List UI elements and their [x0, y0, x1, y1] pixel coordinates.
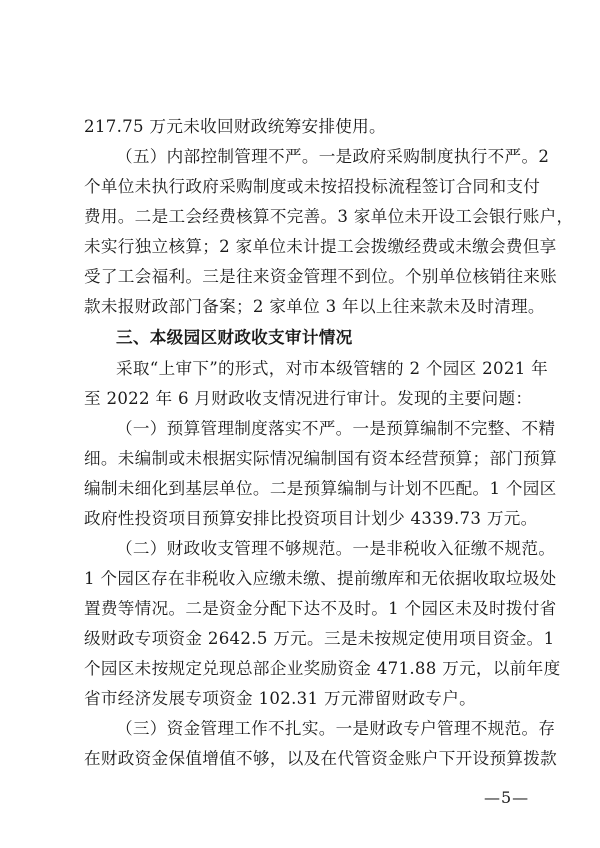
body-text-line: （二）财政收支管理不够规范。一是非税收入征缴不规范。 — [116, 539, 556, 558]
body-text-line: 个单位未执行政府采购制度或未按招投标流程签订合同和支付 — [84, 177, 541, 196]
body-text-line: 采取“上审下”的形式，对市本级管辖的 2 个园区 2021 年 — [116, 359, 549, 378]
body-text-line: 政府性投资项目预算安排比投资项目计划少 4339.73 万元。 — [84, 509, 538, 528]
section-heading: 三、本级园区财政收支审计情况 — [116, 328, 353, 347]
body-text-line: 款未报财政部门备案；2 家单位 3 年以上往来款未及时清理。 — [84, 297, 545, 316]
body-text-line: 受了工会福利。三是往来资金管理不到位。个别单位核销往来账 — [84, 267, 558, 286]
body-text-line: 细。未编制或未根据实际情况编制国有资本经营预算；部门预算 — [84, 449, 558, 468]
body-text-line: （五）内部控制管理不严。一是政府采购制度执行不严。2 — [116, 147, 550, 166]
body-text-line: 置费等情况。二是资金分配下达不及时。1 个园区未及时拨付省 — [84, 599, 557, 618]
body-text-line: 费用。二是工会经费核算不完善。3 家单位未开设工会银行账户， — [84, 207, 574, 226]
body-text-line: 在财政资金保值增值不够，以及在代管资金账户下开设预算拨款 — [84, 749, 558, 768]
body-text-line: 未实行独立核算；2 家单位未计提工会拨缴经费或未缴会费但享 — [84, 237, 557, 256]
body-text-line: （三）资金管理工作不扎实。一是财政专户管理不规范。存 — [116, 719, 556, 738]
body-text-line: （一）预算管理制度落实不严。一是预算编制不完整、不精 — [116, 419, 556, 438]
body-text-line: 个园区未按规定兑现总部企业奖励资金 471.88 万元，以前年度 — [84, 659, 561, 678]
body-text-line: 编制未细化到基层单位。二是预算编制与计划不匹配。1 个园区 — [84, 479, 557, 498]
body-text-line: 1 个园区存在非税收入应缴未缴、提前缴库和无依据收取垃圾处 — [84, 569, 557, 588]
body-text-line: 至 2022 年 6 月财政收支情况进行审计。发现的主要问题： — [84, 389, 533, 408]
page-number: —5— — [484, 788, 530, 807]
body-text-line: 级财政专项资金 2642.5 万元。三是未按规定使用项目资金。1 — [84, 629, 555, 648]
body-text-line: 217.75 万元未收回财政统筹安排使用。 — [84, 117, 386, 136]
body-text-line: 省市经济发展专项资金 102.31 万元滞留财政专户。 — [84, 689, 476, 708]
